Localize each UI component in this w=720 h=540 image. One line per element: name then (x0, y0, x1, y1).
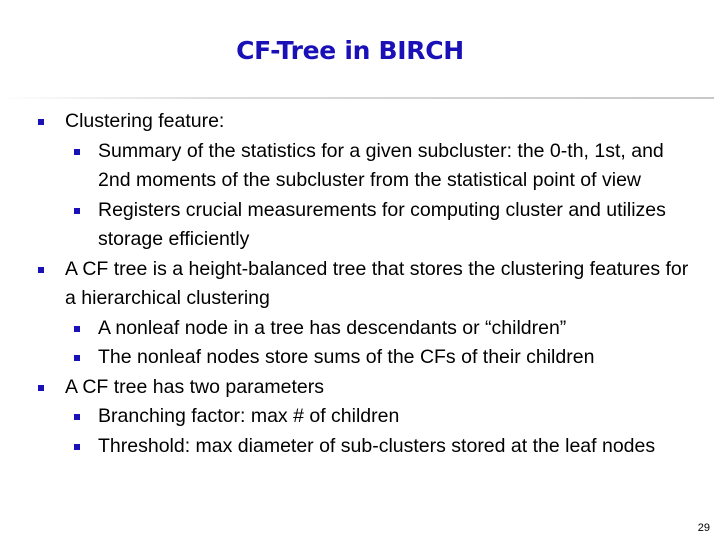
title-divider (0, 97, 714, 99)
square-bullet-icon (74, 149, 80, 155)
bullet-text: A CF tree has two parameters (65, 375, 325, 398)
bullet-item (0, 373, 700, 403)
sub-bullet-item (0, 402, 700, 432)
square-bullet-icon (74, 355, 80, 361)
sub-bullet-item (0, 314, 700, 344)
sub-bullet-text: Threshold: max diameter of sub-clusters stored at the leaf nodes (98, 434, 656, 457)
bullet-list (0, 107, 700, 461)
sub-bullet-text: Summary of the statistics for a given subcluster: the 0-th, 1st, and 2nd moments of the subcluster from the statistical point of view (98, 139, 664, 191)
sub-bullet-item (0, 196, 700, 255)
sub-bullet-item (0, 137, 700, 196)
sub-bullet-item (0, 343, 700, 373)
square-bullet-icon (74, 208, 80, 214)
sub-bullet-text: The nonleaf nodes store sums of the CFs of their children (98, 346, 595, 368)
bullet-item (0, 255, 700, 314)
sub-bullet-text: Branching factor: max # of children (98, 405, 400, 427)
sub-bullet-text: A nonleaf node in a tree has descendants or “children” (98, 316, 567, 339)
sub-bullet-text: Registers crucial measurements for computing cluster and utilizes storage efficiently (98, 198, 666, 250)
bullet-text: A CF tree is a height-balanced tree that stores the clustering features for a hierarchical clustering (65, 257, 689, 309)
square-bullet-icon (74, 414, 80, 420)
square-bullet-icon (74, 326, 80, 332)
bullet-item (0, 107, 700, 137)
bullet-text: Clustering feature: (65, 110, 225, 132)
square-bullet-icon (38, 119, 44, 125)
square-bullet-icon (38, 385, 44, 391)
sub-bullet-item (0, 432, 700, 462)
page-number: 29 (697, 522, 710, 534)
square-bullet-icon (74, 444, 80, 450)
square-bullet-icon (38, 267, 44, 273)
slide-title: CF-Tree in BIRCH (236, 36, 464, 65)
